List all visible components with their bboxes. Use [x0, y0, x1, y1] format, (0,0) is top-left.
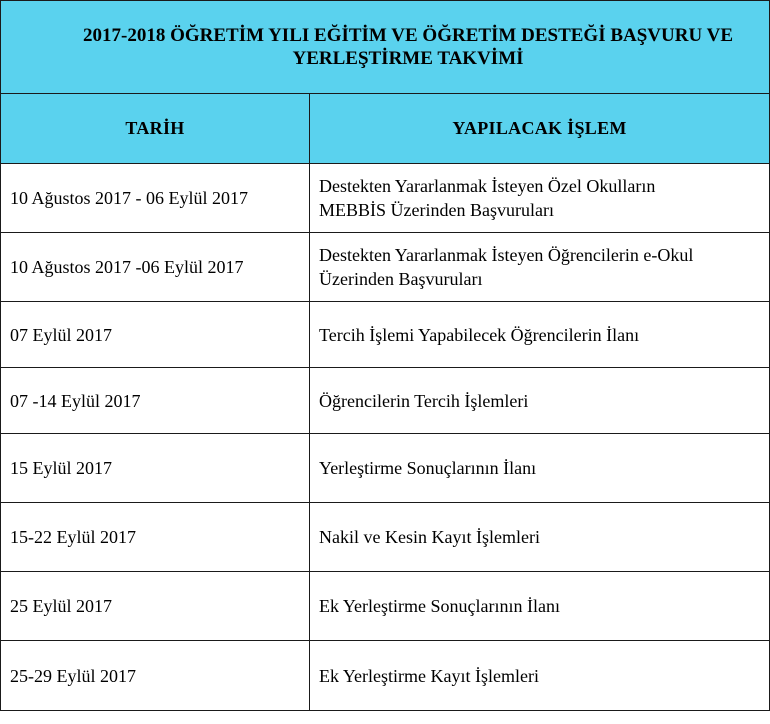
- row-operation: Ek Yerleştirme Sonuçlarının İlanı: [310, 572, 770, 641]
- table-row: [1, 233, 770, 302]
- table-row: [1, 302, 770, 368]
- row-operation-line-2: MEBBİS Üzerinden Başvuruları: [319, 200, 554, 220]
- row-operation-line-1: Destekten Yararlanmak İsteyen Öğrencilerin e-Okul: [319, 245, 694, 265]
- header-operation: YAPILACAK İŞLEM: [310, 94, 770, 164]
- title-line-1: 2017-2018 ÖĞRETİM YILI EĞİTİM VE ÖĞRETİM DESTEĞİ BAŞVURU VE: [83, 25, 733, 46]
- row-date: 25 Eylül 2017: [1, 572, 310, 641]
- row-date: 10 Ağustos 2017 - 06 Eylül 2017: [1, 164, 310, 233]
- row-operation-line-2: Üzerinden Başvuruları: [319, 269, 483, 289]
- row-operation: Tercih İşlemi Yapabilecek Öğrencilerin İlanı: [310, 302, 770, 368]
- row-operation: Yerleştirme Sonuçlarının İlanı: [310, 434, 770, 503]
- row-date: 15 Eylül 2017: [1, 434, 310, 503]
- table-row: [1, 434, 770, 503]
- row-operation: Öğrencilerin Tercih İşlemleri: [310, 368, 770, 434]
- row-operation: Ek Yerleştirme Kayıt İşlemleri: [310, 641, 770, 711]
- table-row: [1, 164, 770, 233]
- title-row: [1, 1, 770, 94]
- header-row: [1, 94, 770, 164]
- table-row: [1, 572, 770, 641]
- row-date: 07 Eylül 2017: [1, 302, 310, 368]
- row-operation: Nakil ve Kesin Kayıt İşlemleri: [310, 503, 770, 572]
- row-date: 10 Ağustos 2017 -06 Eylül 2017: [1, 233, 310, 302]
- row-date: 07 -14 Eylül 2017: [1, 368, 310, 434]
- table-title: [1, 1, 770, 94]
- row-date: 25-29 Eylül 2017: [1, 641, 310, 711]
- table-row: [1, 641, 770, 711]
- header-date: TARİH: [1, 94, 310, 164]
- row-operation-line-1: Destekten Yararlanmak İsteyen Özel Okulların: [319, 176, 656, 196]
- row-date: 15-22 Eylül 2017: [1, 503, 310, 572]
- title-line-2: YERLEŞTİRME TAKVİMİ: [292, 48, 524, 69]
- row-operation: [310, 233, 770, 302]
- table-row: [1, 503, 770, 572]
- table-row: [1, 368, 770, 434]
- row-operation: [310, 164, 770, 233]
